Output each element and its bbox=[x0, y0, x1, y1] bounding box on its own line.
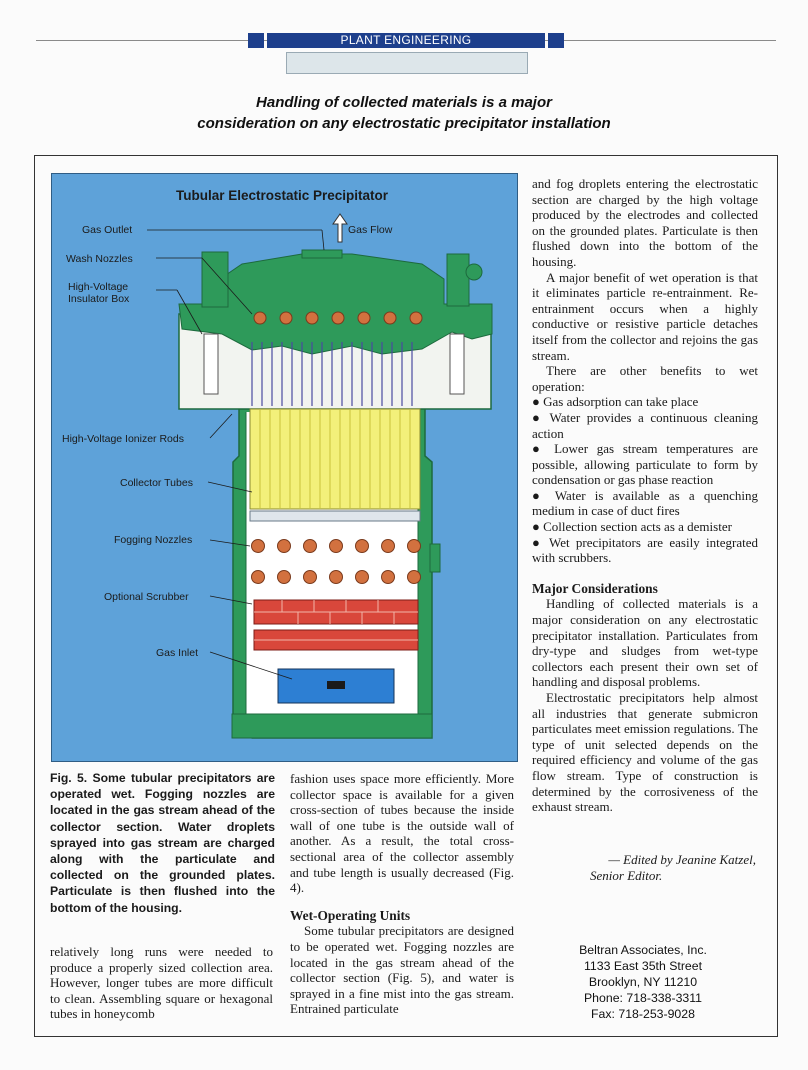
left-chimney bbox=[202, 252, 228, 307]
label-optional-scrubber: Optional Scrubber bbox=[104, 591, 189, 603]
company-fax: Fax: 718-253-9028 bbox=[591, 1007, 695, 1021]
col2-paragraph-2: Some tubular precipitators are designed to be operated wet. Fogging nozzles are located in the gas stream ahead of the collector section (Fig. 5), and water is sprayed in a fine mist into the gas stream. Entrained particulate bbox=[290, 923, 514, 1017]
figure-caption: Fig. 5. Some tubular precipitators are operated wet. Fogging nozzles are located in the gas stream ahead of the collector section. Water droplets sprayed into gas stream are charged along with the particulate and collected on the grounded plates. Particulate is then flushed into the bottom of the housing. bbox=[50, 771, 275, 915]
company-name: Beltran Associates, Inc. bbox=[579, 943, 707, 957]
label-fogging-nozzles: Fogging Nozzles bbox=[114, 534, 193, 546]
company-city: Brooklyn, NY 11210 bbox=[588, 975, 698, 989]
gas-inlet-core bbox=[327, 681, 345, 689]
column-2-text bbox=[290, 771, 514, 1017]
bullet-item: ● Water provides a continuous cleaning action bbox=[532, 409, 758, 441]
gas-outlet-port bbox=[302, 250, 342, 258]
col3-paragraph-5: Electrostatic precipitators help almost all industries that generate submicron particulates meet emission regulations. The type of unit selected depends on the required efficiency and volume of the gas flow stream. Type of construction is determined by the corrosiveness of the exhaust stream. bbox=[532, 690, 758, 815]
column-3-text bbox=[532, 176, 758, 815]
left-insulator bbox=[204, 334, 218, 394]
col1-paragraph: relatively long runs were needed to produce a properly sized collection area. However, longer tubes are more difficult to clean. Assembling square or hexagonal tubes in honeycomb bbox=[50, 944, 273, 1022]
figure-title: Tubular Electrostatic Precipitator bbox=[175, 188, 389, 203]
col2-paragraph-1: fashion uses space more efficiently. More collector space is available for a given cross-section of tubes because the inside wall of one tube is the outside wall of another. As a result, the total cross-sectional area of the collector assembly and tube length is usually decreased (Fig. 4). bbox=[290, 771, 514, 896]
label-gas-flow: Gas Flow bbox=[348, 224, 393, 236]
section-title: PLANT ENGINEERING bbox=[267, 33, 545, 48]
col3-paragraph-3: There are other benefits to wet operation: bbox=[532, 363, 758, 394]
bullet-item: ● Lower gas stream temperatures are possible, allowing particulate to form by condensation or gas phase reaction bbox=[532, 441, 758, 488]
section-header bbox=[248, 33, 564, 48]
company-address bbox=[540, 942, 746, 1022]
label-hv-insulator-1: High-Voltage bbox=[68, 281, 129, 293]
label-hv-insulator-2: Insulator Box bbox=[68, 293, 130, 305]
right-nozzle-cap bbox=[466, 264, 482, 280]
heading-wet-operating: Wet-Operating Units bbox=[290, 907, 411, 923]
tube-sheet bbox=[250, 511, 420, 521]
collector-tubes bbox=[250, 409, 420, 509]
side-port bbox=[430, 544, 440, 572]
right-insulator bbox=[450, 334, 464, 394]
bullet-item: ● Collection section acts as a demister bbox=[532, 519, 732, 535]
deck-headline: Handling of collected materials is a major consideration on any electrostatic precipitator installation bbox=[197, 94, 611, 132]
col3-paragraph-2: A major benefit of wet operation is that it eliminates particle re-entrainment. Re-entrainment occurs when a highly conductive or resistive particle detaches itself from the collector and rejoins the gas stream. bbox=[532, 269, 758, 363]
precipitator-figure bbox=[51, 173, 518, 762]
header-sub-box bbox=[286, 52, 528, 74]
label-gas-inlet: Gas Inlet bbox=[156, 647, 199, 659]
heading-major-considerations: Major Considerations bbox=[532, 580, 658, 596]
company-phone: Phone: 718-338-3311 bbox=[583, 991, 703, 1005]
header-block-right bbox=[548, 33, 564, 48]
header-block-left bbox=[248, 33, 264, 48]
col3-paragraph-1: and fog droplets entering the electrostatic section are charged by the high voltage produced by the electrodes and collected on the grounded plates. Particulate is then flushed down into the bottom of the housing. bbox=[532, 176, 758, 269]
col3-paragraph-4: Handling of collected materials is a major consideration on any electrostatic precipitator installation. Particulates from dry-type and sludges from wet-type collectors each present their own set of handling and disposal problems. bbox=[532, 596, 758, 690]
precipitator-diagram bbox=[52, 174, 517, 761]
column-1-text bbox=[50, 944, 273, 1022]
label-collector-tubes: Collector Tubes bbox=[120, 477, 193, 489]
label-gas-outlet: Gas Outlet bbox=[82, 224, 133, 236]
label-wash-nozzles: Wash Nozzles bbox=[66, 253, 133, 265]
bullet-item: ● Water is available as a quenching medium in case of duct fires bbox=[532, 487, 758, 519]
bullet-item: ● Gas adsorption can take place bbox=[532, 394, 699, 410]
bullet-item: ● Wet precipitators are easily integrated with scrubbers. bbox=[532, 534, 758, 566]
editor-credit: — Edited by Jeanine Katzel, Senior Editor. bbox=[590, 852, 756, 883]
company-street: 1133 East 35th Street bbox=[583, 959, 703, 973]
gas-flow-arrow bbox=[333, 214, 347, 242]
hopper-base bbox=[232, 714, 432, 738]
right-chimney bbox=[447, 254, 469, 306]
label-ionizer-rods: High-Voltage Ionizer Rods bbox=[62, 433, 184, 445]
